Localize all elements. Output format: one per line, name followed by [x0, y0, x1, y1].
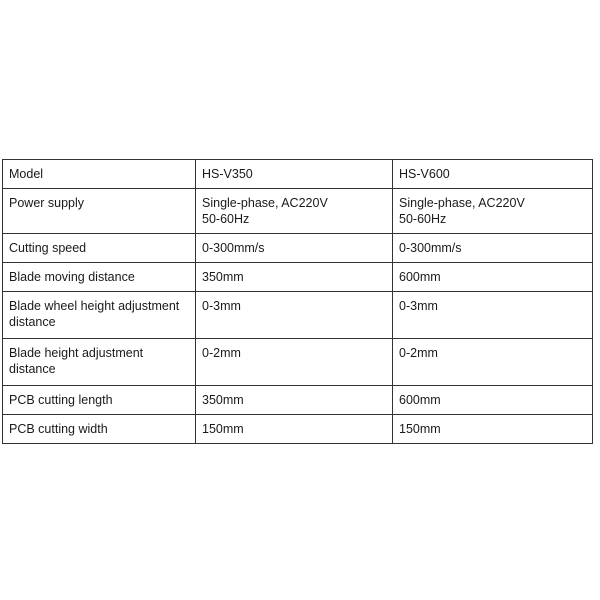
- hs-v600-value: HS-V600: [393, 160, 593, 189]
- table-row: [3, 189, 593, 234]
- table-row: [3, 415, 593, 444]
- row-label: Power supply: [3, 189, 196, 234]
- hs-v350-value: 0-300mm/s: [196, 234, 393, 263]
- hs-v600-value: 0-3mm: [393, 292, 593, 339]
- table-row: [3, 234, 593, 263]
- table-row: [3, 292, 593, 339]
- hs-v350-value: 350mm: [196, 263, 393, 292]
- table-row: [3, 386, 593, 415]
- specification-table: [2, 159, 593, 444]
- hs-v350-value: Single-phase, AC220V 50-60Hz: [196, 189, 393, 234]
- hs-v350-value: 150mm: [196, 415, 393, 444]
- row-label: Blade height adjustment distance: [3, 339, 196, 386]
- row-label: Blade moving distance: [3, 263, 196, 292]
- hs-v600-value: 600mm: [393, 386, 593, 415]
- table-row: [3, 160, 593, 189]
- hs-v600-value: 0-300mm/s: [393, 234, 593, 263]
- hs-v600-value: 0-2mm: [393, 339, 593, 386]
- row-label: Model: [3, 160, 196, 189]
- hs-v600-value: 150mm: [393, 415, 593, 444]
- row-label: Cutting speed: [3, 234, 196, 263]
- hs-v350-value: 0-3mm: [196, 292, 393, 339]
- hs-v350-value: 350mm: [196, 386, 393, 415]
- table-row: [3, 339, 593, 386]
- hs-v350-value: 0-2mm: [196, 339, 393, 386]
- row-label: Blade wheel height adjustment distance: [3, 292, 196, 339]
- row-label: PCB cutting length: [3, 386, 196, 415]
- row-label: PCB cutting width: [3, 415, 196, 444]
- hs-v600-value: Single-phase, AC220V 50-60Hz: [393, 189, 593, 234]
- hs-v600-value: 600mm: [393, 263, 593, 292]
- hs-v350-value: HS-V350: [196, 160, 393, 189]
- table-row: [3, 263, 593, 292]
